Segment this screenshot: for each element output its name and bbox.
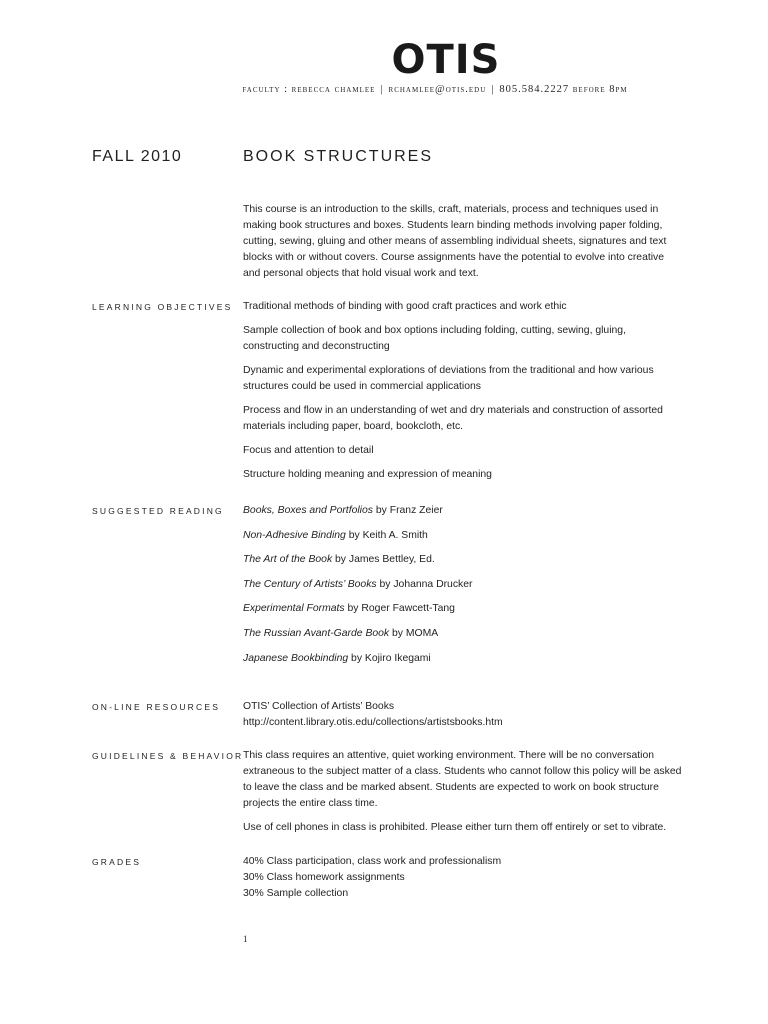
reading-item (243, 626, 683, 642)
grade-item: 40% Class participation, class work and professionalism (243, 856, 502, 867)
separator: | (491, 84, 495, 95)
book-author: by Franz Zeier (372, 505, 443, 516)
objective-item: Structure holding meaning and expression of meaning (243, 469, 492, 480)
grades-label: GRADES (92, 857, 142, 867)
book-author: by James Bettley, Ed. (332, 554, 435, 566)
book-title: Experimental Formats (243, 603, 345, 615)
book-author: by Keith A. Smith (345, 529, 428, 541)
reading-list (243, 503, 683, 675)
separator: | (380, 84, 384, 95)
reading-item (243, 503, 683, 519)
book-title: The Art of the Book (243, 554, 333, 566)
objective-item: Focus and attention to detail (243, 445, 374, 456)
otis-logo: OTIS (391, 37, 501, 83)
reading-item (243, 577, 683, 593)
book-title: Books, Boxes and Portfolios (243, 505, 373, 516)
guideline-paragraph: Use of cell phones in class is prohibited. Please either turn them off entirely or set to vibrate. (243, 822, 667, 833)
term-heading: FALL 2010 (92, 148, 183, 165)
grade-item: 30% Class homework assignments (243, 872, 405, 883)
resource-url[interactable]: http://content.library.otis.edu/collections/artistsbooks.htm (243, 717, 503, 728)
book-author: by Kojiro Ikegami (348, 652, 431, 664)
faculty-phone: 805.584.2227 before 8pm (499, 84, 628, 95)
reading-item (243, 528, 683, 544)
reading-item (243, 601, 683, 617)
online-resources-label: ON-LINE RESOURCES (92, 702, 221, 712)
faculty-contact-line (0, 84, 768, 95)
grades-list (243, 854, 683, 902)
guideline-paragraph: This class requires an attentive, quiet working environment. There will be no conversation extraneous to the subject matter of a class. Students who cannot follow this policy will be asked to leave the class and be marked absent. Students are expected to work on book structure projects the entire class time. (243, 750, 682, 809)
learning-objectives-label: LEARNING OBJECTIVES (92, 302, 233, 312)
resource-name: OTIS’ Collection of Artists’ Books (243, 701, 395, 712)
course-description: This course is an introduction to the skills, craft, materials, process and techniques used in making book structures and boxes. Students learn binding methods involving paper folding, cutting, sewing, gluing and other means of assembling individual sheets, signatures and text blocks with or without covers. Course assignments have the potential to evolve into creative and personal objects that hold visual work and text. (243, 204, 667, 279)
online-resources-body (243, 699, 683, 731)
faculty-email: rchamlee@otis.edu (388, 84, 487, 95)
learning-objectives-list (243, 299, 683, 491)
objective-item: Dynamic and experimental explorations of deviations from the traditional and how various structures could be used in commercial applications (243, 365, 654, 392)
grade-item: 30% Sample collection (243, 888, 349, 899)
book-author: by MOMA (389, 627, 439, 639)
book-title: Non-Adhesive Binding (243, 529, 346, 541)
book-title: Japanese Bookbinding (243, 652, 349, 664)
reading-item (243, 552, 683, 568)
book-title: The Century of Artists’ Books (243, 578, 377, 590)
guidelines-label: GUIDELINES & BEHAVIOR (92, 751, 244, 761)
book-author: by Johanna Drucker (376, 578, 473, 590)
objective-item: Process and flow in an understanding of wet and dry materials and construction of assorted materials including paper, board, bookcloth, etc. (243, 405, 663, 432)
reading-item (243, 651, 683, 667)
book-title: The Russian Avant-Garde Book (243, 627, 390, 639)
objective-item: Traditional methods of binding with good craft practices and work ethic (243, 301, 567, 312)
suggested-reading-label: SUGGESTED READING (92, 506, 224, 516)
guidelines-body (243, 748, 683, 844)
page-number: 1 (243, 934, 248, 944)
book-author: by Roger Fawcett-Tang (344, 603, 455, 615)
faculty-name: faculty : rebecca chamlee (242, 84, 376, 95)
objective-item: Sample collection of book and box options including folding, cutting, sewing, gluing, constructing and deconstructing (243, 325, 626, 352)
course-title: BOOK STRUCTURES (243, 148, 434, 165)
